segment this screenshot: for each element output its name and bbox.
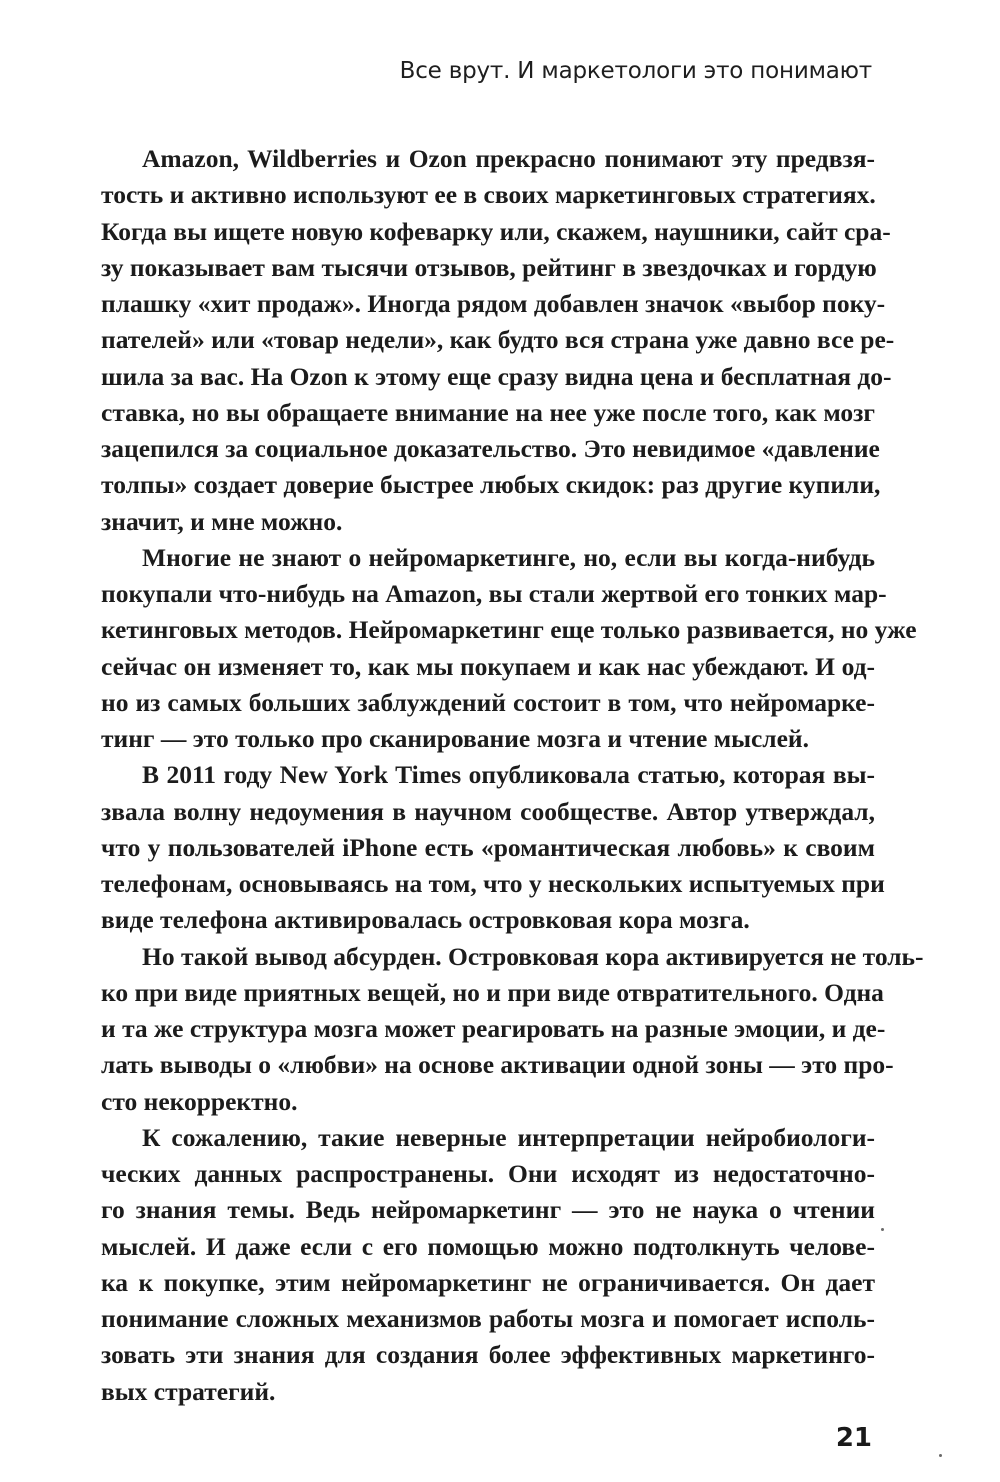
body-text [101,141,924,1410]
text-line: В 2011 году New York Times опубликовала статью, которая вы- [142,760,875,790]
text-line: ставка, но вы обращаете внимание на нее уже после того, как мозг [101,397,875,427]
text-line: Многие не знают о нейромаркетинге, но, если вы когда-нибудь [142,542,875,572]
text-line: виде телефона активировалась островковая кора мозга. [101,905,750,935]
text-line: зацепился за социальное доказательство. Это невидимое «давление [101,434,880,463]
text-line: ческих данных распространены. Они исходят из недостаточно- [101,1159,875,1188]
text-line: значит, и мне можно. [101,506,343,536]
text-line: и та же структура мозга может реагировать на разные эмоции, и де- [101,1014,886,1043]
text-line: зу показывает вам тысячи отзывов, рейтинг в звездочках и гордую [101,252,877,282]
text-line: толпы» создает доверие быстрее любых скидок: раз другие купили, [101,470,881,500]
scan-speck [881,1228,884,1231]
text-line: лать выводы о «любви» на основе активации одной зоны — это про- [101,1050,894,1080]
text-line: ка к покупке, этим нейромаркетинг не ограничивается. Он дает [101,1267,875,1297]
text-line: тинг — это только про сканирование мозга и чтение мыслей. [101,724,809,753]
text-line: телефонам, основываясь на том, что у нескольких испытуемых при [101,869,885,898]
paragraph-1 [101,141,895,540]
text-line: сто некорректно. [101,1086,298,1116]
text-line: ко при виде приятных вещей, но и при виде отвратительного. Одна [101,977,884,1007]
text-line: сейчас он изменяет то, как мы покупаем и как нас убеждают. И од- [101,651,875,681]
text-line: плашку «хит продаж». Иногда рядом добавлен значок «выбор поку- [101,289,886,318]
paragraph-4 [101,939,924,1120]
paragraph-5 [101,1120,875,1410]
text-line: звала волну недоумения в научном сообществе. Автор утверждал, [101,796,875,826]
paragraph-3 [101,757,885,938]
text-line: зовать эти знания для создания более эффективных маркетинго- [101,1340,875,1370]
paragraph-2 [101,540,917,758]
text-line: шила за вас. На Ozon к этому еще сразу видна цена и бесплатная до- [101,361,892,391]
page-number: 21 [835,1423,872,1453]
text-line: но из самых больших заблуждений состоит в том, что нейромарке- [101,687,875,717]
text-line: го знания темы. Ведь нейромаркетинг — это не наука о чтении [101,1195,875,1225]
text-line: кетинговых методов. Нейромаркетинг еще только развивается, но уже [101,615,917,645]
text-line: покупали что-нибудь на Amazon, вы стали жертвой его тонких мар- [101,579,887,608]
text-line: пателей» или «товар недели», как будто вся страна уже давно все ре- [101,325,895,355]
running-header: Все врут. И маркетологи это понимают [399,58,872,84]
text-line: понимание сложных механизмов работы мозга и помогает исполь- [101,1304,875,1333]
text-line: мыслей. И даже если с его помощью можно подтолкнуть челове- [101,1231,875,1261]
text-line: Но такой вывод абсурден. Островковая кора активируется не толь- [142,941,924,971]
text-line: Когда вы ищете новую кофеварку или, скажем, наушники, сайт сра- [101,216,891,246]
text-line: К сожалению, такие неверные интерпретации нейробиологи- [142,1122,875,1152]
text-line: тость и активно используют ее в своих маркетинговых стратегиях. [101,180,876,210]
text-line: Amazon, Wildberries и Ozon прекрасно понимают эту предвзя- [142,144,875,173]
text-line: вых стратегий. [101,1376,276,1406]
scan-speck [939,1454,942,1457]
text-line: что у пользователей iPhone есть «романтическая любовь» к своим [101,832,875,862]
